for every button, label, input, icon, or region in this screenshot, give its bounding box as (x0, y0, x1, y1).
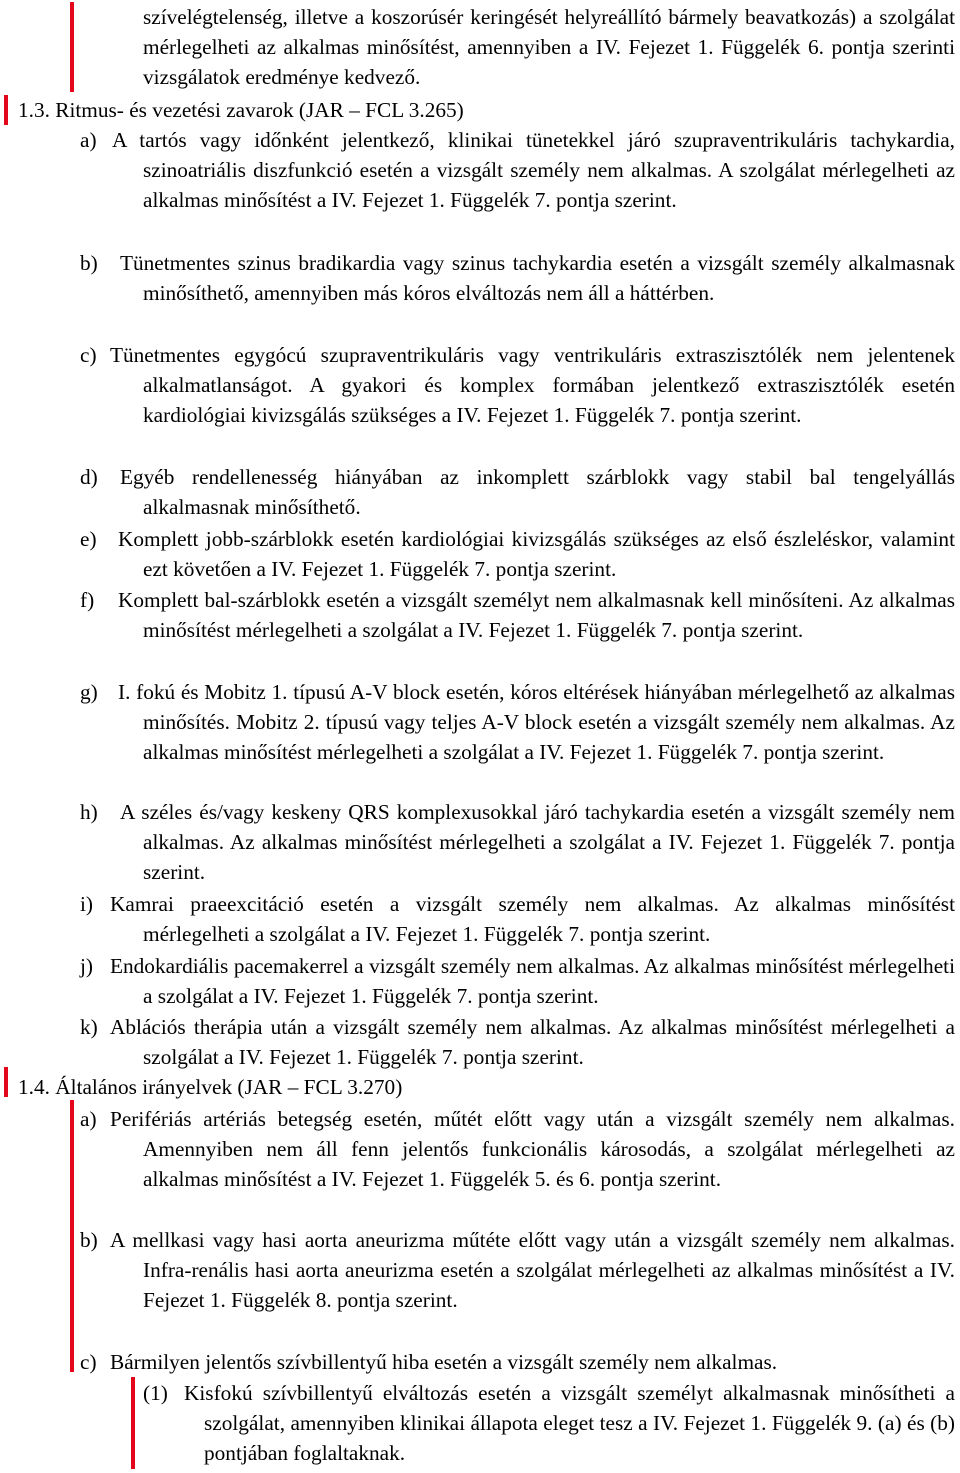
list-item-c (80, 1347, 955, 1378)
list-item-b (80, 248, 955, 339)
item-label: (1) (143, 1381, 168, 1405)
item-label: b) (80, 1228, 98, 1252)
list-item-c (80, 340, 955, 461)
item-text: Kamrai praeexcitáció esetén a vizsgált személy nem alkalmas. Az alkalmas minősítést mérlegelheti a szolgálat a IV. Fejezet 1. Függelék 7. pontja szerint. (110, 892, 955, 947)
intro-paragraph: szívelégtelenség, illetve a koszorúsér keringését helyreállító bármely beavatkozás) a szolgálat mérlegelheti az alkalmas minősítést, amennyiben a IV. Fejezet 1. Függelék 6. pontja szerinti vizsgálatok eredménye kedvező. (143, 5, 955, 90)
item-label: c) (80, 1350, 97, 1374)
list-item-g (80, 677, 955, 798)
list-item-a (80, 1104, 955, 1225)
list-item-h (80, 797, 955, 888)
item-text: I. fokú és Mobitz 1. típusú A-V block esetén, kóros eltérések hiányában mérlegelhető az alkalmas minősítés. Mobitz 2. típusú vagy teljes A-V block esetén a vizsgált személy nem alkalmas. Az alkalmas minősítést mérlegelheti a szolgálat a IV. Fejezet 1. Függelék 7. pontja szerint. (118, 680, 955, 765)
item-text: Bármilyen jelentős szívbillentyű hiba esetén a vizsgált személy nem alkalmas. (110, 1350, 778, 1374)
list-item-d (80, 462, 955, 523)
item-text: Kisfokú szívbillentyű elváltozás esetén a vizsgált személyt alkalmasnak minősítheti a szolgálat, amennyiben klinikai állapota eleget tesz a IV. Fejezet 1. Függelék 9. (a) és (b) pontjában foglaltaknak. (184, 1381, 955, 1466)
change-bar (4, 1067, 8, 1097)
item-text: A tartós vagy időnként jelentkező, klinikai tünetekkel járó szupraventrikuláris tachykardia, szinoatriális diszfunkció esetén a vizsgált személy nem alkalmas. A szolgálat mérlegelheti az alkalmas minősítést a IV. Fejezet 1. Függelék 7. pontja szerint. (112, 128, 955, 213)
item-label: b) (80, 251, 98, 275)
item-label: j) (80, 954, 94, 978)
item-label: a) (80, 128, 97, 152)
section-heading-1-3: 1.3. Ritmus- és vezetési zavarok (JAR – FCL 3.265) (18, 98, 464, 122)
list-item-k (80, 1012, 955, 1073)
list-item-e (80, 524, 955, 585)
list-item-a (80, 125, 955, 246)
change-bar (70, 2, 74, 92)
item-text: Tünetmentes szinus bradikardia vagy szinus tachykardia esetén a vizsgált személy alkalmasnak minősíthető, amennyiben más kóros elváltozás nem áll a háttérben. (120, 251, 955, 306)
item-label: i) (80, 892, 94, 916)
list-item-i (80, 889, 955, 950)
list-item-j (80, 951, 955, 1012)
list-item-b (80, 1225, 955, 1346)
item-label: f) (80, 588, 95, 612)
item-label: d) (80, 465, 98, 489)
item-label: c) (80, 343, 97, 367)
item-text: Perifériás artériás betegség esetén, műtét előtt vagy után a vizsgált személy nem alkalmas. Amennyiben nem áll fenn jelentős funkcionális károsodás, a szolgálat mérlegelheti az alkalmas minősítést a IV. Fejezet 1. Függelék 5. és 6. pontja szerint. (110, 1107, 955, 1192)
item-text: A széles és/vagy keskeny QRS komplexusokkal járó tachykardia esetén a vizsgált személy nem alkalmas. Az alkalmas minősítést mérlegelheti a szolgálat a IV. Fejezet 1. Függelék 7. pontja szerint. (120, 800, 955, 885)
list-item-f (80, 585, 955, 676)
item-text: Komplett jobb-szárblokk esetén kardiológiai kivizsgálás szükséges az első észleléskor, valamint ezt követően a IV. Fejezet 1. Függelék 7. pontja szerint. (118, 527, 955, 582)
item-text: Endokardiális pacemakerrel a vizsgált személy nem alkalmas. Az alkalmas minősítést mérlegelheti a szolgálat a IV. Fejezet 1. Függelék 7. pontja szerint. (110, 954, 955, 1009)
item-label: e) (80, 527, 97, 551)
change-bar (131, 1377, 135, 1469)
change-bar (70, 1100, 74, 1372)
item-text: Komplett bal-szárblokk esetén a vizsgált személyt nem alkalmasnak kell minősíteni. Az alkalmas minősítést mérlegelheti a szolgálat a IV. Fejezet 1. Függelék 7. pontja szerint. (118, 588, 955, 643)
item-text: Tünetmentes egygócú szupraventrikuláris vagy ventrikuláris extraszisztólék nem jelentenek alkalmatlanságot. A gyakori és komplex formában jelentkező extraszisztólék esetén kardiológiai kivizsgálás szükséges a IV. Fejezet 1. Függelék 7. pontja szerint. (110, 343, 955, 428)
section-heading-1-4: 1.4. Általános irányelvek (JAR – FCL 3.270) (18, 1075, 403, 1099)
item-label: k) (80, 1015, 98, 1039)
change-bar (4, 95, 8, 125)
item-label: g) (80, 680, 98, 704)
item-label: a) (80, 1107, 97, 1131)
item-text: Ablációs therápia után a vizsgált személy nem alkalmas. Az alkalmas minősítést mérlegelheti a szolgálat a IV. Fejezet 1. Függelék 7. pontja szerint. (110, 1015, 955, 1070)
item-text: Egyéb rendellenesség hiányában az inkomplett szárblokk vagy stabil bal tengelyállás alkalmasnak minősíthető. (120, 465, 955, 520)
item-label: h) (80, 800, 98, 824)
sub-list-item-1 (143, 1378, 955, 1470)
item-text: A mellkasi vagy hasi aorta aneurizma műtéte előtt vagy után a vizsgált személy nem alkalmas. Infra-renális hasi aorta aneurizma esetén a szolgálat mérlegelheti az alkalmas minősítést a IV. Fejezet 1. Függelék 8. pontja szerint. (110, 1228, 955, 1313)
